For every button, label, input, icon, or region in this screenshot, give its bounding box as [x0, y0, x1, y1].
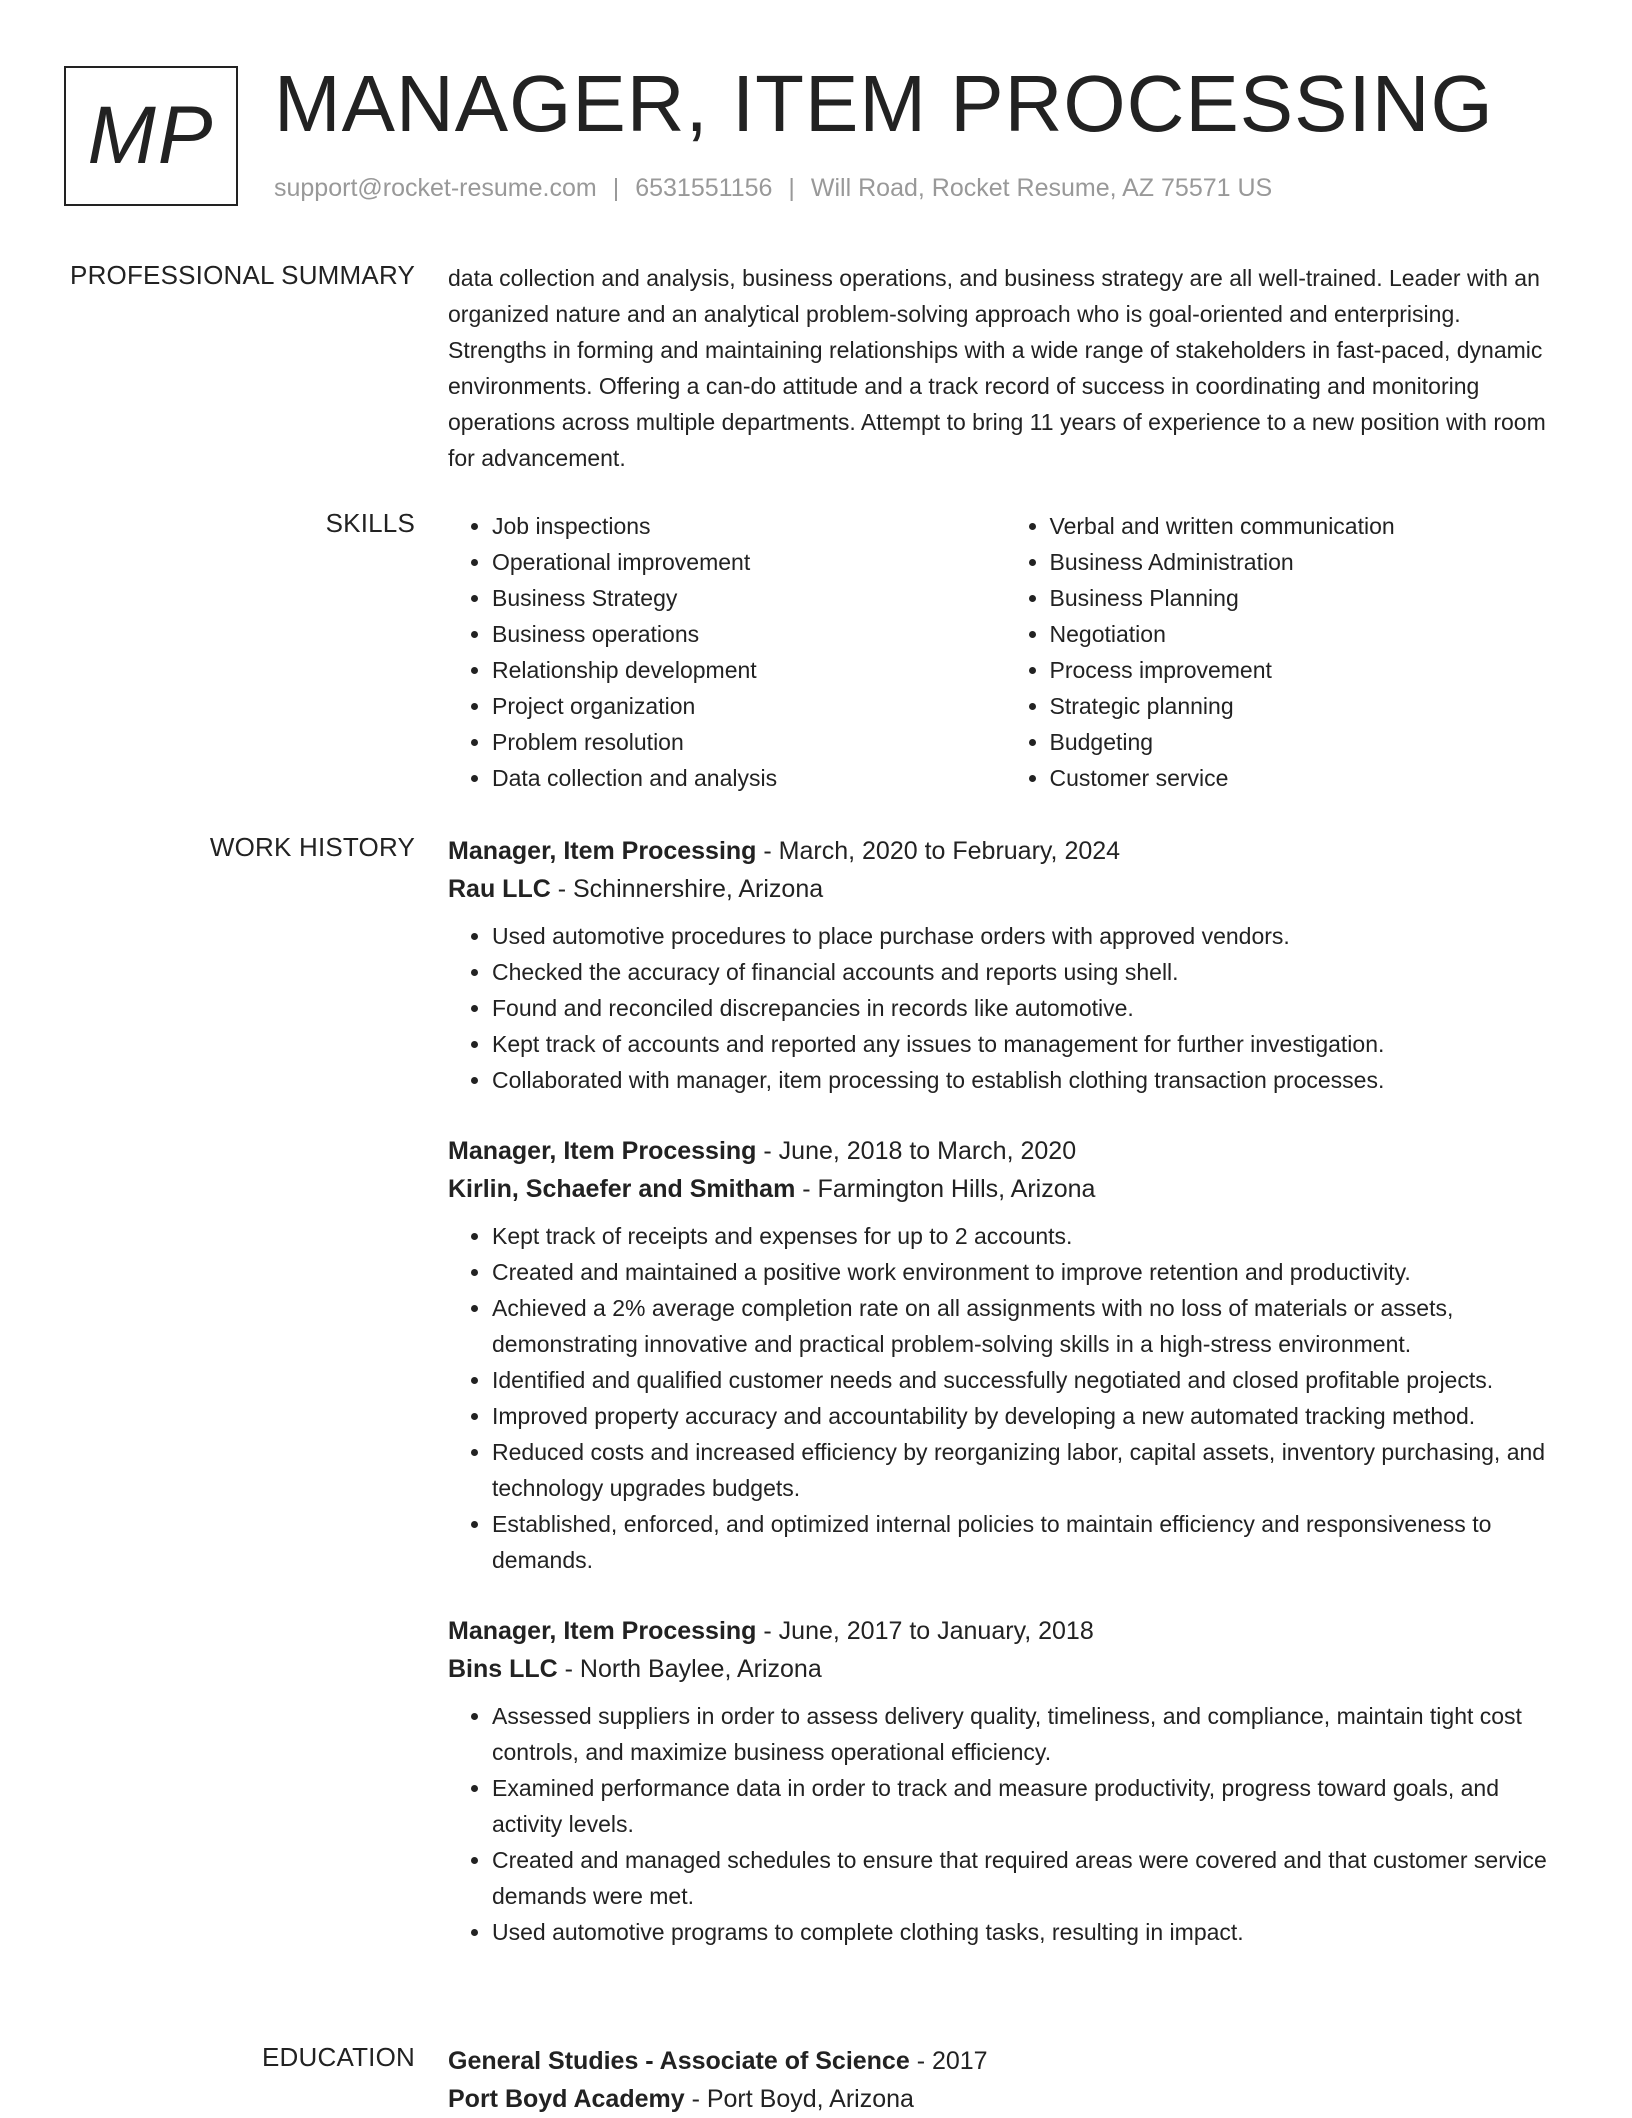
resume-name: MANAGER, ITEM PROCESSING [274, 59, 1494, 148]
job-bullets [448, 1698, 1563, 1950]
skills-list-left [448, 508, 1006, 796]
contact-address: Will Road, Rocket Resume, AZ 75571 US [810, 174, 1273, 202]
job-bullet: • Used automotive programs to complete clothing tasks, resulting in impact. [492, 1914, 1563, 1950]
job-title-line [448, 1612, 1563, 1650]
job-bullet: • Assessed suppliers in order to assess delivery quality, timeliness, and compliance, maintain tight cost controls, and maximize business operational efficiency. [492, 1698, 1563, 1770]
job-title: Manager, Item Processing [448, 1617, 757, 1645]
skill-item: • Budgeting [1050, 724, 1564, 760]
skills-list-right [1006, 508, 1564, 796]
skill-item: • Business Strategy [492, 580, 1006, 616]
contact-separator: | [612, 174, 620, 202]
education-degree: General Studies - Associate of Science [448, 2047, 910, 2075]
contact-phone[interactable]: 6531551156 [635, 174, 773, 202]
job-title-line [448, 832, 1563, 870]
skill-item: • Process improvement [1050, 652, 1564, 688]
job-bullet: • Checked the accuracy of financial accounts and reports using shell. [492, 954, 1563, 990]
skill-item: • Relationship development [492, 652, 1006, 688]
education-school-line [448, 2080, 1563, 2118]
job-dates: - June, 2017 to January, 2018 [756, 1617, 1094, 1645]
contact-email[interactable]: support@rocket-resume.com [274, 174, 597, 202]
job-entry [448, 832, 1563, 1098]
education-degree-line [448, 2042, 1563, 2080]
section-label-summary: PROFESSIONAL SUMMARY [70, 260, 415, 290]
skill-item: • Project organization [492, 688, 1006, 724]
job-company-line [448, 870, 1563, 908]
education-school: Port Boyd Academy [448, 2085, 685, 2113]
summary-text: data collection and analysis, business operations, and business strategy are all well-trained. Leader with an organized nature and an analytical problem-solving approach who is goal-oriented and enterprising. Strengths in forming and maintaining relationships with a wide range of stakeholders in fast-paced, dynamic environments. Offering a can-do attitude and a track record of success in coordinating and monitoring operations across multiple departments. Attempt to bring 11 years of experience to a new position with room for advancement. [448, 265, 1546, 471]
skill-item: • Customer service [1050, 760, 1564, 796]
education-location: - Port Boyd, Arizona [684, 2085, 914, 2113]
job-bullet: • Used automotive procedures to place purchase orders with approved vendors. [492, 918, 1563, 954]
skill-item: • Job inspections [492, 508, 1006, 544]
contact-line [274, 174, 1272, 203]
contact-separator: | [788, 174, 795, 202]
job-dates: - June, 2018 to March, 2020 [756, 1137, 1077, 1165]
job-bullet: • Established, enforced, and optimized internal policies to maintain efficiency and responsiveness to demands. [492, 1506, 1563, 1578]
job-location: - Schinnershire, Arizona [550, 875, 824, 903]
job-bullet: • Collaborated with manager, item processing to establish clothing transaction processes. [492, 1062, 1563, 1098]
job-bullet: • Created and maintained a positive work environment to improve retention and productivity. [492, 1254, 1563, 1290]
skill-item: • Data collection and analysis [492, 760, 1006, 796]
job-bullet: • Reduced costs and increased efficiency by reorganizing labor, capital assets, inventory purchasing, and technology upgrades budgets. [492, 1434, 1563, 1506]
job-bullets [448, 918, 1563, 1098]
job-title: Manager, Item Processing [448, 1137, 757, 1165]
job-entry [448, 1132, 1563, 1578]
skill-item: • Business operations [492, 616, 1006, 652]
skill-item: • Strategic planning [1050, 688, 1564, 724]
job-company: Bins LLC [448, 1655, 558, 1683]
job-company-line [448, 1170, 1563, 1208]
job-entry [448, 1612, 1563, 1950]
skill-item: • Verbal and written communication [1050, 508, 1564, 544]
resume-header [64, 59, 1632, 214]
job-company: Kirlin, Schaefer and Smitham [448, 1175, 796, 1203]
monogram-badge: MP [64, 66, 238, 206]
section-label-work-history: WORK HISTORY [209, 832, 415, 862]
job-location: - Farmington Hills, Arizona [795, 1175, 1096, 1203]
job-bullet: • Improved property accuracy and accountability by developing a new automated tracking method. [492, 1398, 1563, 1434]
job-bullets [448, 1218, 1563, 1578]
job-bullet: • Kept track of accounts and reported any issues to management for further investigation. [492, 1026, 1563, 1062]
job-dates: - March, 2020 to February, 2024 [756, 837, 1121, 865]
job-bullet: • Achieved a 2% average completion rate on all assignments with no loss of materials or assets, demonstrating innovative and practical problem-solving skills in a high-stress environment. [492, 1290, 1563, 1362]
skill-item: • Business Planning [1050, 580, 1564, 616]
education-year: - 2017 [909, 2047, 988, 2075]
skill-item: • Business Administration [1050, 544, 1564, 580]
skill-item: • Negotiation [1050, 616, 1564, 652]
section-label-education: EDUCATION [262, 2042, 415, 2072]
job-bullet: • Found and reconciled discrepancies in records like automotive. [492, 990, 1563, 1026]
job-company-line [448, 1650, 1563, 1688]
job-bullet: • Examined performance data in order to track and measure productivity, progress toward goals, and activity levels. [492, 1770, 1563, 1842]
job-title-line [448, 1132, 1563, 1170]
job-location: - North Baylee, Arizona [557, 1655, 822, 1683]
job-title: Manager, Item Processing [448, 837, 757, 865]
job-bullet: • Kept track of receipts and expenses for up to 2 accounts. [492, 1218, 1563, 1254]
job-bullet: • Created and managed schedules to ensure that required areas were covered and that customer service demands were met. [492, 1842, 1563, 1914]
job-bullet: • Identified and qualified customer needs and successfully negotiated and closed profitable projects. [492, 1362, 1563, 1398]
skill-item: • Problem resolution [492, 724, 1006, 760]
job-company: Rau LLC [448, 875, 551, 903]
section-label-skills: SKILLS [325, 508, 415, 538]
skill-item: • Operational improvement [492, 544, 1006, 580]
